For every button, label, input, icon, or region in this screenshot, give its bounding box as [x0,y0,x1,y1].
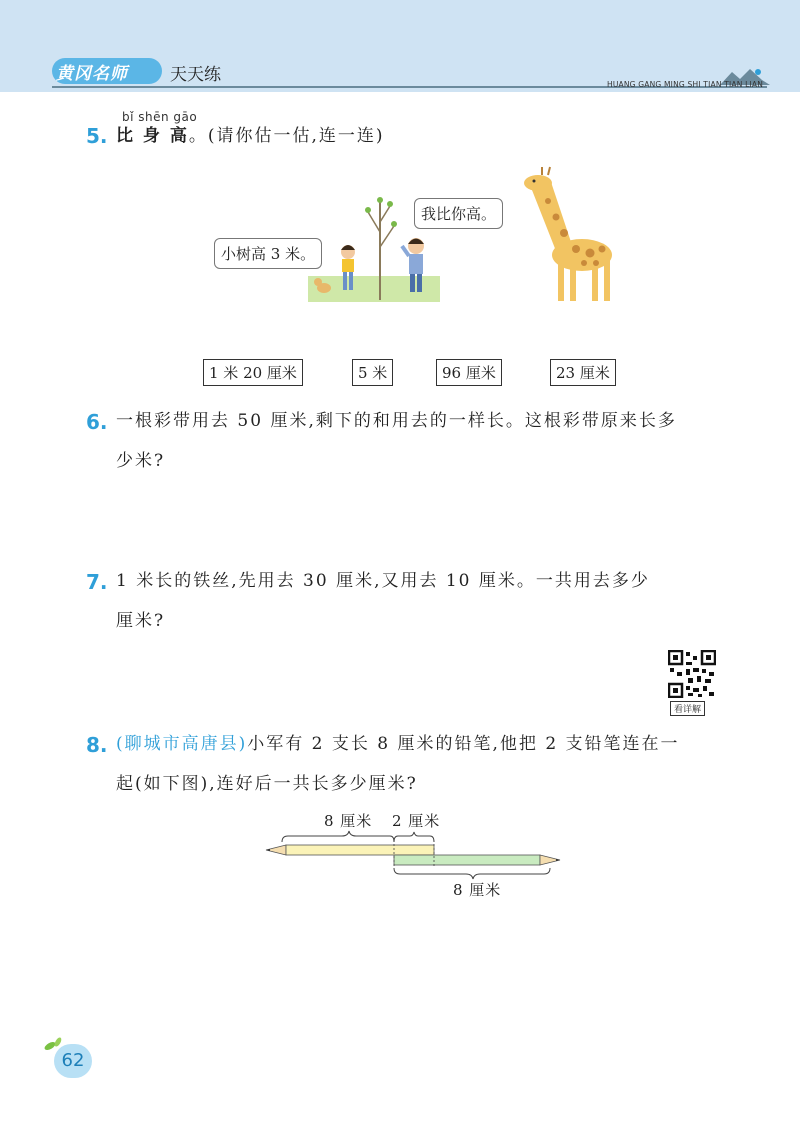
label-pencil-length-bottom: 8 厘米 [453,881,502,899]
q5-number: 5. [86,124,108,148]
q5-pinyin: bǐ shēn gāo [122,110,198,124]
speech-bubble-right: 我比你高。 [414,198,503,229]
speech-bubble-left: 小树高 3 米。 [214,238,322,269]
page-number: 62 [54,1044,92,1078]
q7-text-line1: 1 米长的铁丝,先用去 30 厘米,又用去 10 厘米。一共用去多少 [116,571,650,591]
option-box[interactable]: 5 米 [352,359,393,386]
option-box[interactable]: 96 厘米 [436,359,502,386]
q6-text-line1: 一根彩带用去 50 厘米,剩下的和用去的一样长。这根彩带原来长多 [116,411,677,431]
option-box[interactable]: 1 米 20 厘米 [203,359,303,386]
q7-text-line2: 厘米? [116,611,166,631]
pencil-diagram [260,830,570,880]
q8-text-line1 [116,734,680,754]
q5-instruction: 。(请你估一估,连一连) [188,126,385,146]
qr-code-icon[interactable] [668,650,716,698]
label-pencil-length-top: 8 厘米 [324,812,373,830]
q7-number: 7. [86,570,108,594]
series-title: 天天练 [170,65,221,85]
option-box[interactable]: 23 厘米 [550,359,616,386]
q5-prompt [116,126,385,146]
q5-title: 比 身 高 [116,126,189,146]
q6-number: 6. [86,410,108,434]
q6-text-line2: 少米? [116,451,166,471]
q8-number: 8. [86,733,108,757]
q8-text-line2: 起(如下图),连好后一共长多少厘米? [116,774,418,794]
qr-label[interactable]: 看详解 [670,701,705,716]
q8-text: 小军有 2 支长 8 厘米的铅笔,他把 2 支铅笔连在一 [247,734,680,754]
brand-title: 黄冈名师 [56,64,128,84]
q8-source: (聊城市高唐县) [116,734,248,754]
label-overlap-length: 2 厘米 [392,812,441,830]
brand-pinyin: HUANG GANG MING SHI TIAN TIAN LIAN [607,80,764,89]
giraffe-illustration [520,165,618,305]
